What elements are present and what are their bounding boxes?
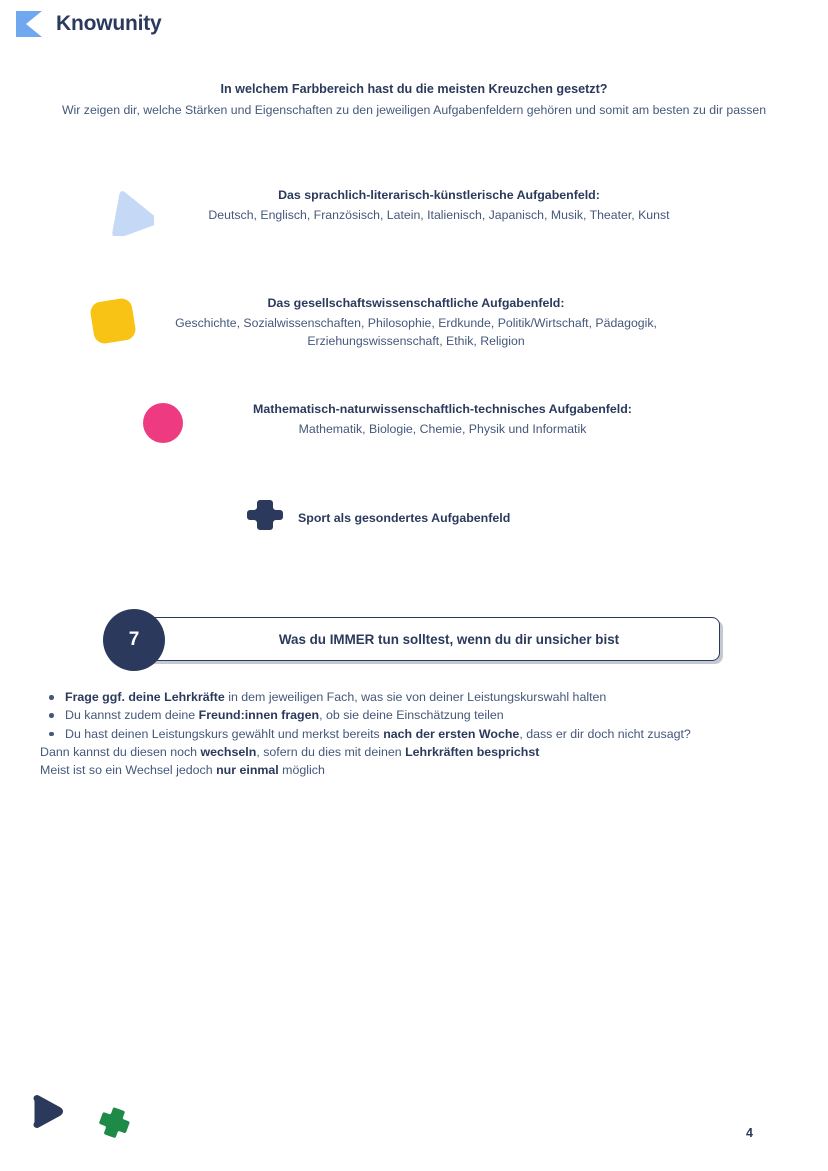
section-banner-box	[134, 617, 720, 661]
field-title: Mathematisch-naturwissenschaftlich-technisches Aufgabenfeld:	[253, 402, 632, 416]
page-number: 4	[746, 1126, 753, 1140]
sport-label: Sport als gesondertes Aufgabenfeld	[298, 510, 511, 525]
field-subjects: Mathematik, Biologie, Chemie, Physik und Informatik	[298, 422, 587, 436]
page-title: In welchem Farbbereich hast du die meisten Kreuzchen gesetzt?	[220, 82, 608, 96]
section-banner	[103, 609, 726, 671]
tips-bullet-list	[40, 688, 780, 743]
field-block-social-sciences	[92, 294, 692, 350]
cross-svg	[246, 496, 284, 534]
triangle-svg	[104, 188, 154, 236]
rounded-triangle-icon	[104, 188, 154, 241]
logo-svg	[14, 8, 46, 40]
tips-block	[40, 688, 780, 779]
circle-shape	[143, 403, 183, 443]
field-block-languages	[104, 186, 724, 241]
field-block-sport	[246, 496, 510, 539]
rounded-square-icon	[92, 300, 134, 342]
field-subjects: Geschichte, Sozialwissenschaften, Philosophie, Erdkunde, Politik/Wirtschaft, Pädagogik, Erziehungswissenschaft, Ethik, Religion	[175, 316, 657, 348]
square-shape	[89, 297, 137, 345]
play-svg	[29, 1094, 65, 1130]
field-title: Das gesellschaftswissenschaftliche Aufgabenfeld:	[267, 296, 565, 310]
brand-logo	[14, 8, 162, 40]
intro-block	[60, 80, 768, 120]
green-cross-svg	[98, 1104, 132, 1138]
play-triangle-icon	[29, 1094, 65, 1130]
field-block-math-science	[143, 400, 688, 443]
plus-cross-icon	[246, 496, 284, 539]
field-text	[140, 294, 692, 350]
brand-name: Knowunity	[56, 12, 162, 35]
list-item: Du hast deinen Leistungskurs gewählt und merkst bereits nach der ersten Woche, dass er dir doch nicht zusagt?	[40, 725, 780, 743]
field-text	[197, 400, 688, 438]
tips-line: Meist ist so ein Wechsel jedoch nur einmal möglich	[40, 763, 325, 778]
field-subjects: Deutsch, Englisch, Französisch, Latein, Italienisch, Japanisch, Musik, Theater, Kunst	[208, 208, 670, 222]
tips-line: Dann kannst du diesen noch wechseln, sofern du dies mit deinen Lehrkräften besprichst	[40, 744, 540, 759]
section-number-badge: 7	[103, 609, 165, 671]
circle-icon	[143, 403, 183, 443]
page-subtitle: Wir zeigen dir, welche Stärken und Eigenschaften zu den jeweiligen Aufgabenfeldern gehören und somit am besten zu dir passen	[61, 103, 767, 117]
field-title: Das sprachlich-literarisch-künstlerische Aufgabenfeld:	[278, 188, 600, 202]
field-text	[154, 186, 724, 224]
knowunity-k-logo-icon	[14, 8, 46, 40]
list-item: Frage ggf. deine Lehrkräfte in dem jeweiligen Fach, was sie von deiner Leistungskurswahl halten	[40, 688, 780, 706]
green-cross-icon	[98, 1104, 132, 1138]
list-item: Du kannst zudem deine Freund:innen fragen, ob sie deine Einschätzung teilen	[40, 706, 780, 724]
section-title: Was du IMMER tun solltest, wenn du dir unsicher bist	[278, 631, 620, 647]
